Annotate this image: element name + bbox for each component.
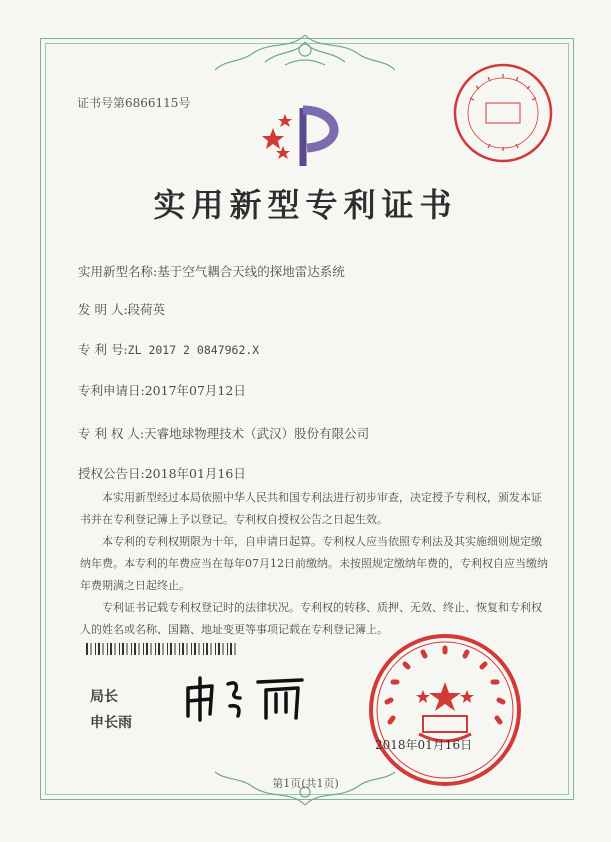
page-title: 实用新型专利证书 [153, 186, 458, 224]
field-label: 实用新型名称: [78, 264, 158, 279]
field-application-date [78, 381, 246, 399]
official-seal-icon [365, 630, 525, 790]
field-value: 2017年07月12日 [144, 383, 246, 398]
body-paragraph-3: 专利证书记载专利权登记时的法律状况。专利权的转移、质押、无效、终止、恢复和专利权人的姓名或名称、国籍、地址变更等事项记载在专利登记簿上。 [80, 601, 542, 636]
body-paragraph-2: 本专利的专利权期限为十年，自申请日起算。专利权人应当依照专利法及其实施细则规定缴纳年费。本专利的年费应当在每年07月12日前缴纳。未按照规定缴纳年费的，专利权自应当缴纳年费期满之日起终止。 [80, 535, 548, 592]
body-paragraph-1: 本实用新型经过本局依照中华人民共和国专利法进行初步审查，决定授予专利权，颁发本证书并在专利登记簿上予以登记。专利权自授权公告之日起生效。 [80, 491, 542, 526]
field-patent-number [78, 340, 259, 358]
field-label: 发 明 人: [78, 302, 128, 317]
field-grant-date [78, 464, 246, 482]
signer-title: 局长 [90, 689, 118, 705]
field-label: 专 利 权 人: [78, 426, 145, 441]
issue-date: 2018年01月16日 [375, 738, 473, 752]
field-utility-model-name [78, 262, 345, 280]
page-number: 第1页(共1页) [272, 777, 339, 790]
field-value: 段荷英 [127, 302, 166, 317]
field-value: ZL 2017 2 0847962.X [127, 343, 260, 357]
field-inventor [78, 300, 165, 318]
field-label: 授权公告日: [78, 466, 145, 481]
signer-name: 申长雨 [90, 715, 132, 731]
registration-stamp-icon [448, 58, 558, 168]
field-patentee [78, 424, 369, 442]
field-value: 天睿地球物理技术（武汉）股份有限公司 [144, 426, 370, 441]
certificate-number: 证书号第6866115号 [77, 96, 191, 110]
field-label: 专 利 号: [78, 342, 128, 357]
field-label: 专利申请日: [78, 383, 145, 398]
handwritten-signature-icon [180, 668, 310, 728]
certificate-body [80, 487, 550, 641]
ornament-top [210, 30, 400, 75]
field-value: 基于空气耦合天线的探地雷达系统 [157, 264, 345, 279]
barcode-icon [86, 643, 236, 655]
patent-office-logo-icon [255, 100, 355, 170]
field-value: 2018年01月16日 [144, 466, 246, 481]
